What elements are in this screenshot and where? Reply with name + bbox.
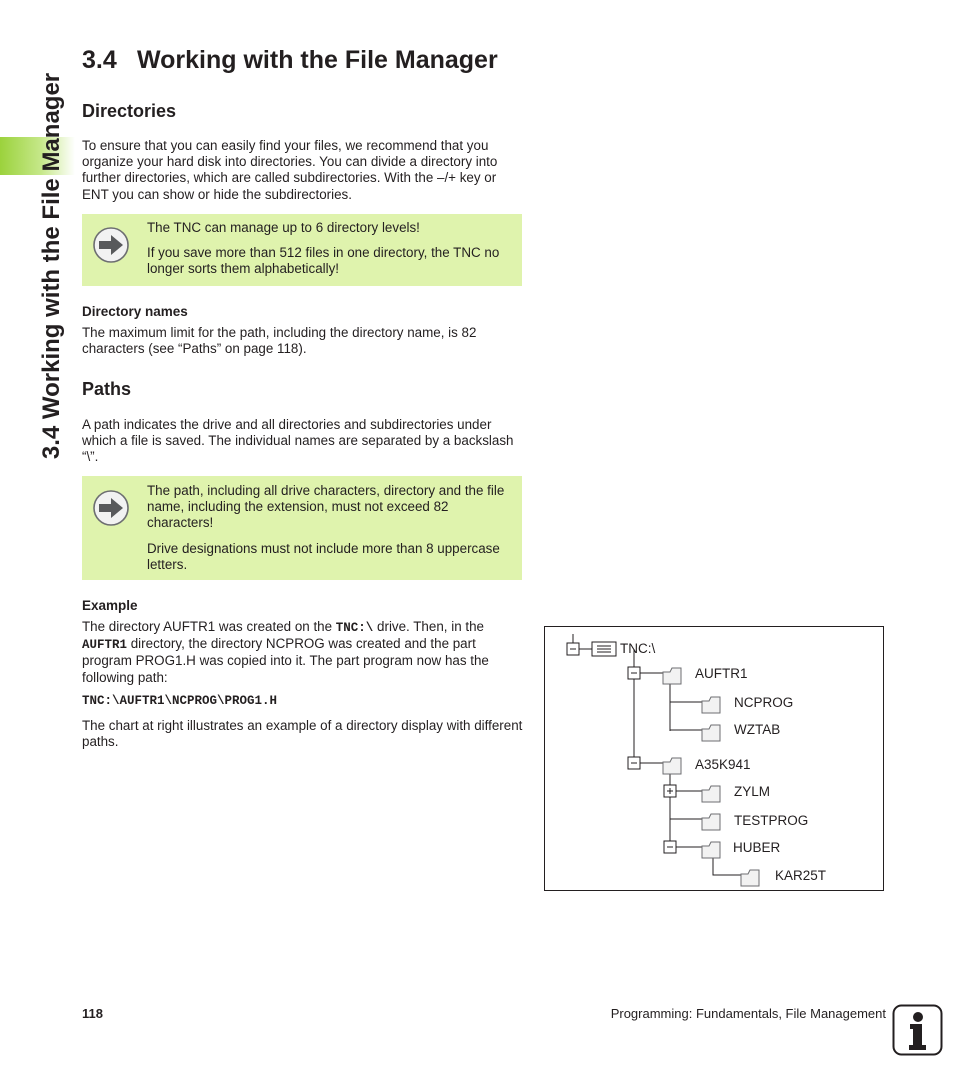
tree-node-label: AUFTR1 [695,666,748,681]
tree-node-label: ZYLM [734,784,771,799]
page-number: 118 [82,1006,103,1021]
example-heading: Example [82,598,138,613]
example-path: TNC:\AUFTR1\NCPROG\PROG1.H [82,694,278,708]
note-line: The TNC can manage up to 6 directory levels! [147,220,420,235]
example-text: drive. Then, in the [373,619,484,634]
example-paragraph [82,619,524,686]
directories-heading: Directories [82,101,177,121]
section-title: Working with the File Manager [137,46,498,74]
directories-paragraph: To ensure that you can easily find your files, we recommend that you organize your hard disk into directories. You can divide a directory into further directories, which are called subdirectories. With the –/+ key or ENT you can show or hide the subdirectories. [82,138,498,202]
paths-note [82,476,522,580]
info-icon [892,1004,943,1056]
note-line: Drive designations must not include more than 8 uppercase letters. [147,540,500,572]
closing-paragraph: The chart at right illustrates an example of a directory display with different paths. [82,718,523,750]
paths-paragraph: A path indicates the drive and all directories and subdirectories under which a file is saved. The individual names are separated by a backslash “\”. [82,417,514,465]
section-heading [82,46,498,75]
note-line: If you save more than 512 files in one directory, the TNC no longer sorts them alphabetically! [147,245,500,277]
example-text: directory, the directory NCPROG was created and the part program PROG1.H was copied into it. The part program now has the following path: [82,636,489,685]
tree-node-label: TESTPROG [734,813,809,828]
drive-code: TNC:\ [335,621,374,635]
tree-node-label: WZTAB [734,722,781,737]
tree-node-label: KAR25T [775,868,827,883]
arrow-right-icon [92,489,130,527]
footer-title: Programming: Fundamentals, File Management [610,1006,886,1021]
section-number: 3.4 [82,46,117,74]
paths-heading: Paths [82,379,132,399]
directory-names-heading: Directory names [82,304,188,319]
chapter-side-title: 3.4 Working with the File Manager [38,72,65,460]
tree-root-label: TNC:\ [620,641,656,656]
note-line: The path, including all drive characters, directory and the file name, including the extension, must not exceed 82 characters! [147,483,505,531]
directory-code: AUFTR1 [82,638,128,653]
directories-note [82,214,522,286]
tree-node-label: NCPROG [734,695,794,710]
directory-names-paragraph: The maximum limit for the path, including the directory name, is 82 characters (see “Paths” on page 118). [82,325,477,357]
example-text: The directory AUFTR1 was created on the [82,619,336,634]
note-text [147,220,515,287]
tree-node-label: A35K941 [695,757,751,772]
note-text [147,483,515,582]
arrow-right-icon [92,226,130,264]
tree-node-label: HUBER [733,840,781,855]
directory-tree-figure [544,626,884,891]
